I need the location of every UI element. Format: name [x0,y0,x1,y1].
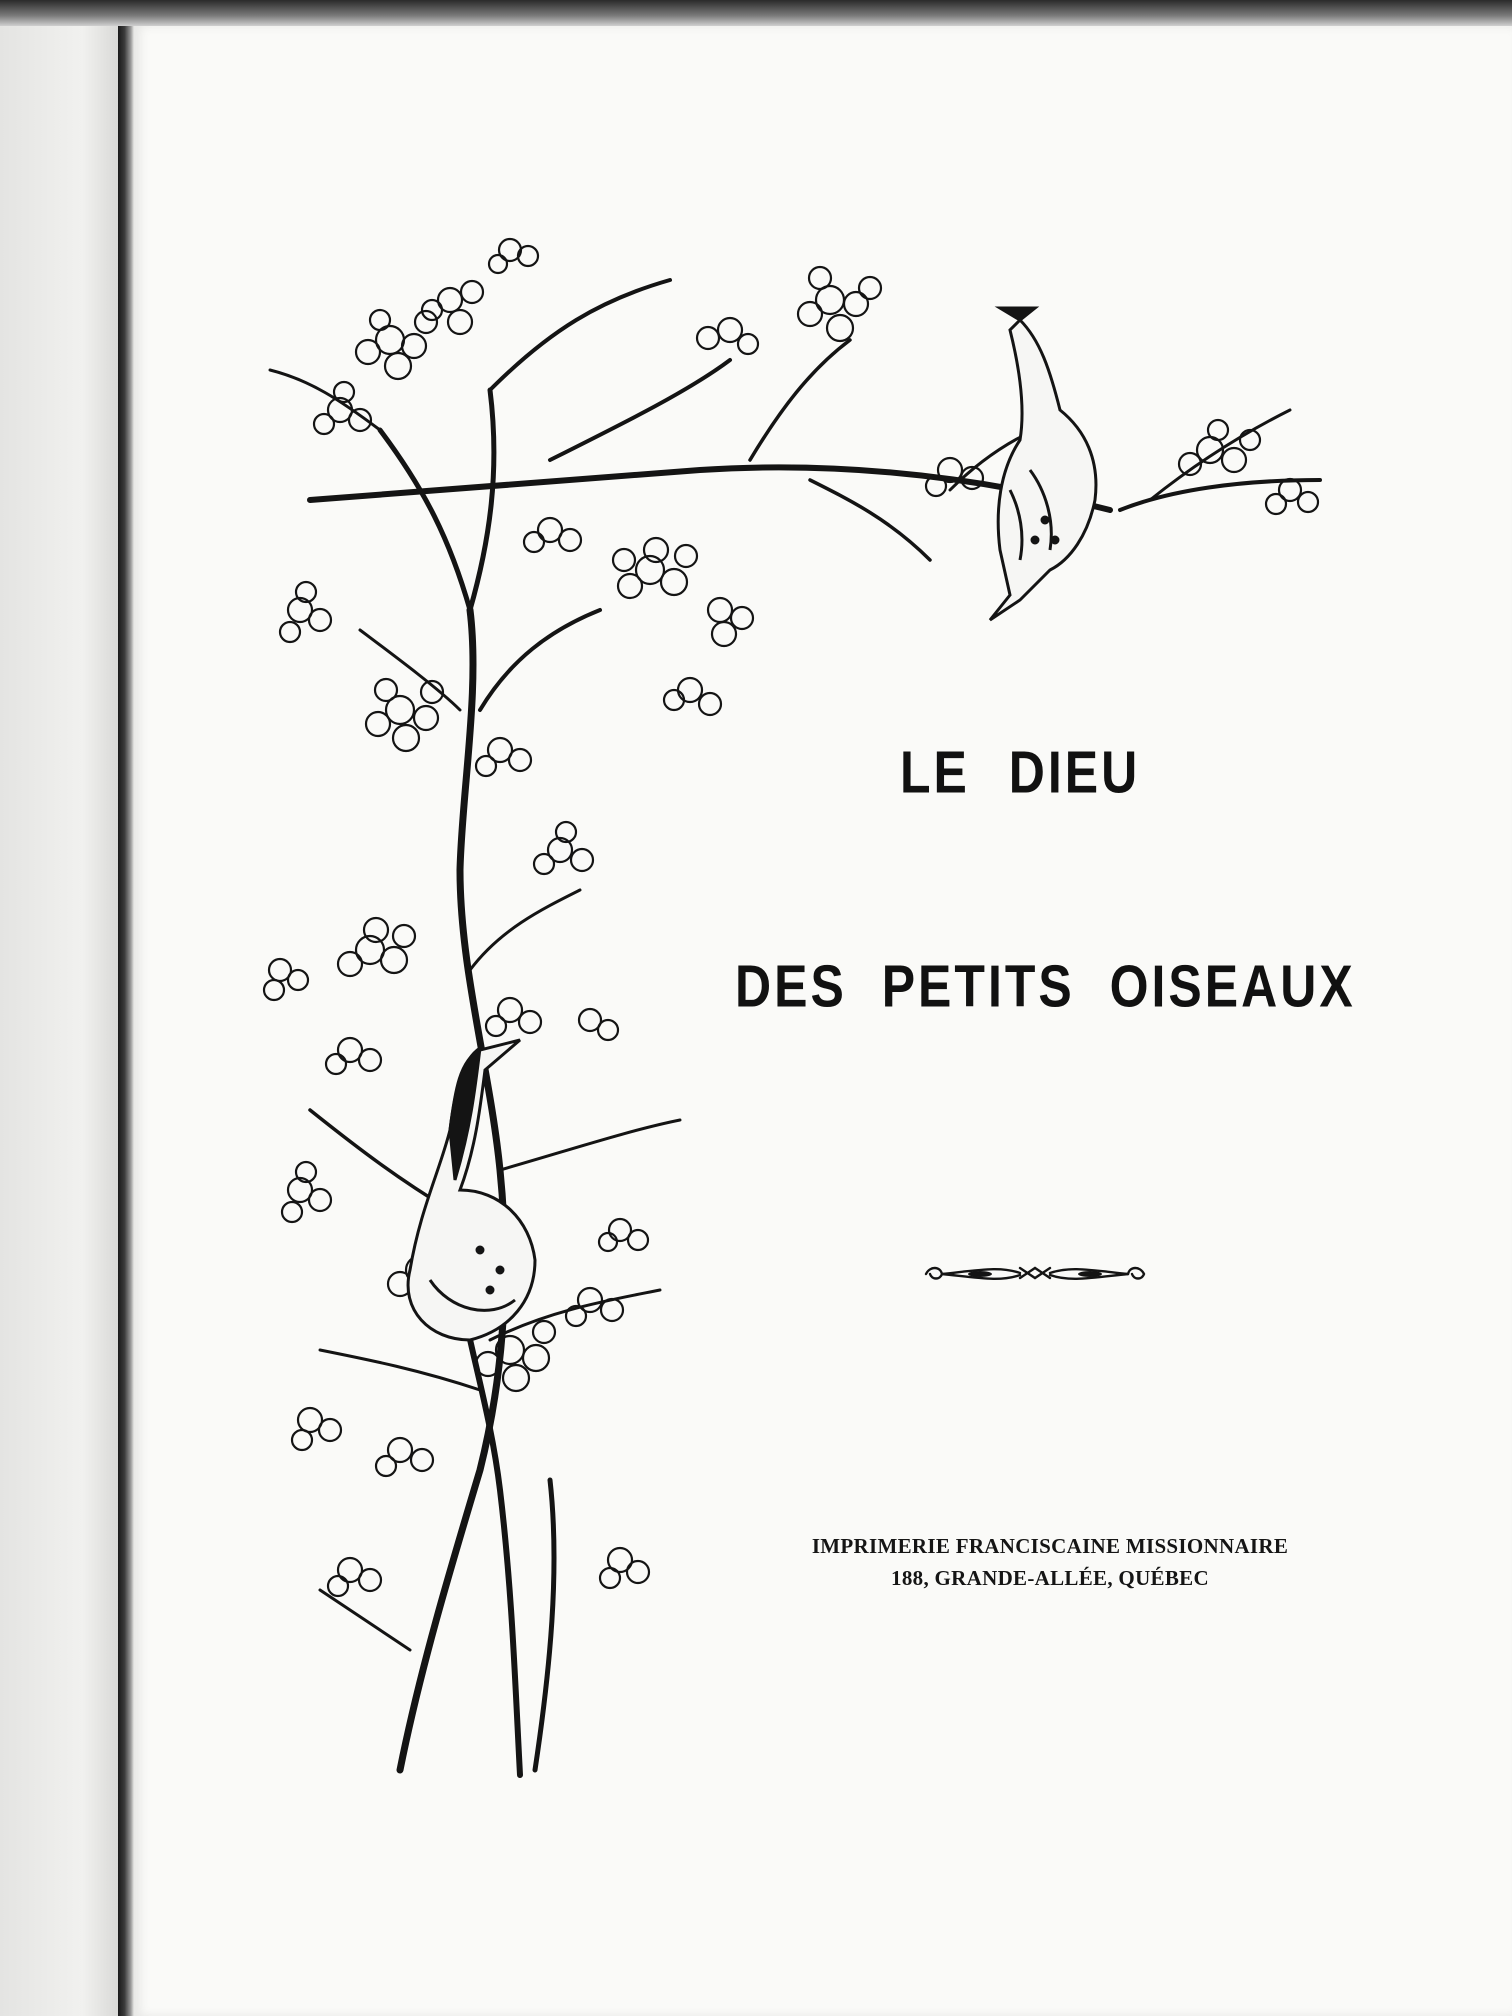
left-facing-page [0,26,118,2016]
title-line-1: LE DIEU [900,739,1141,806]
title-line-2: DES PETITS OISEAUX [735,953,1356,1020]
book-gutter [118,26,134,2016]
nesting-bird-lower [408,1040,535,1340]
perched-bird-upper [990,308,1096,620]
publisher-imprint [740,1530,1360,1594]
flourish-divider-ornament [920,1256,1150,1290]
blossom-clusters [264,239,1318,1596]
publisher-address: 188, GRANDE-ALLÉE, QUÉBEC [891,1566,1209,1590]
publisher-name: IMPRIMERIE FRANCISCAINE MISSIONNAIRE [811,1534,1289,1558]
top-edge-shadow [0,0,1512,26]
